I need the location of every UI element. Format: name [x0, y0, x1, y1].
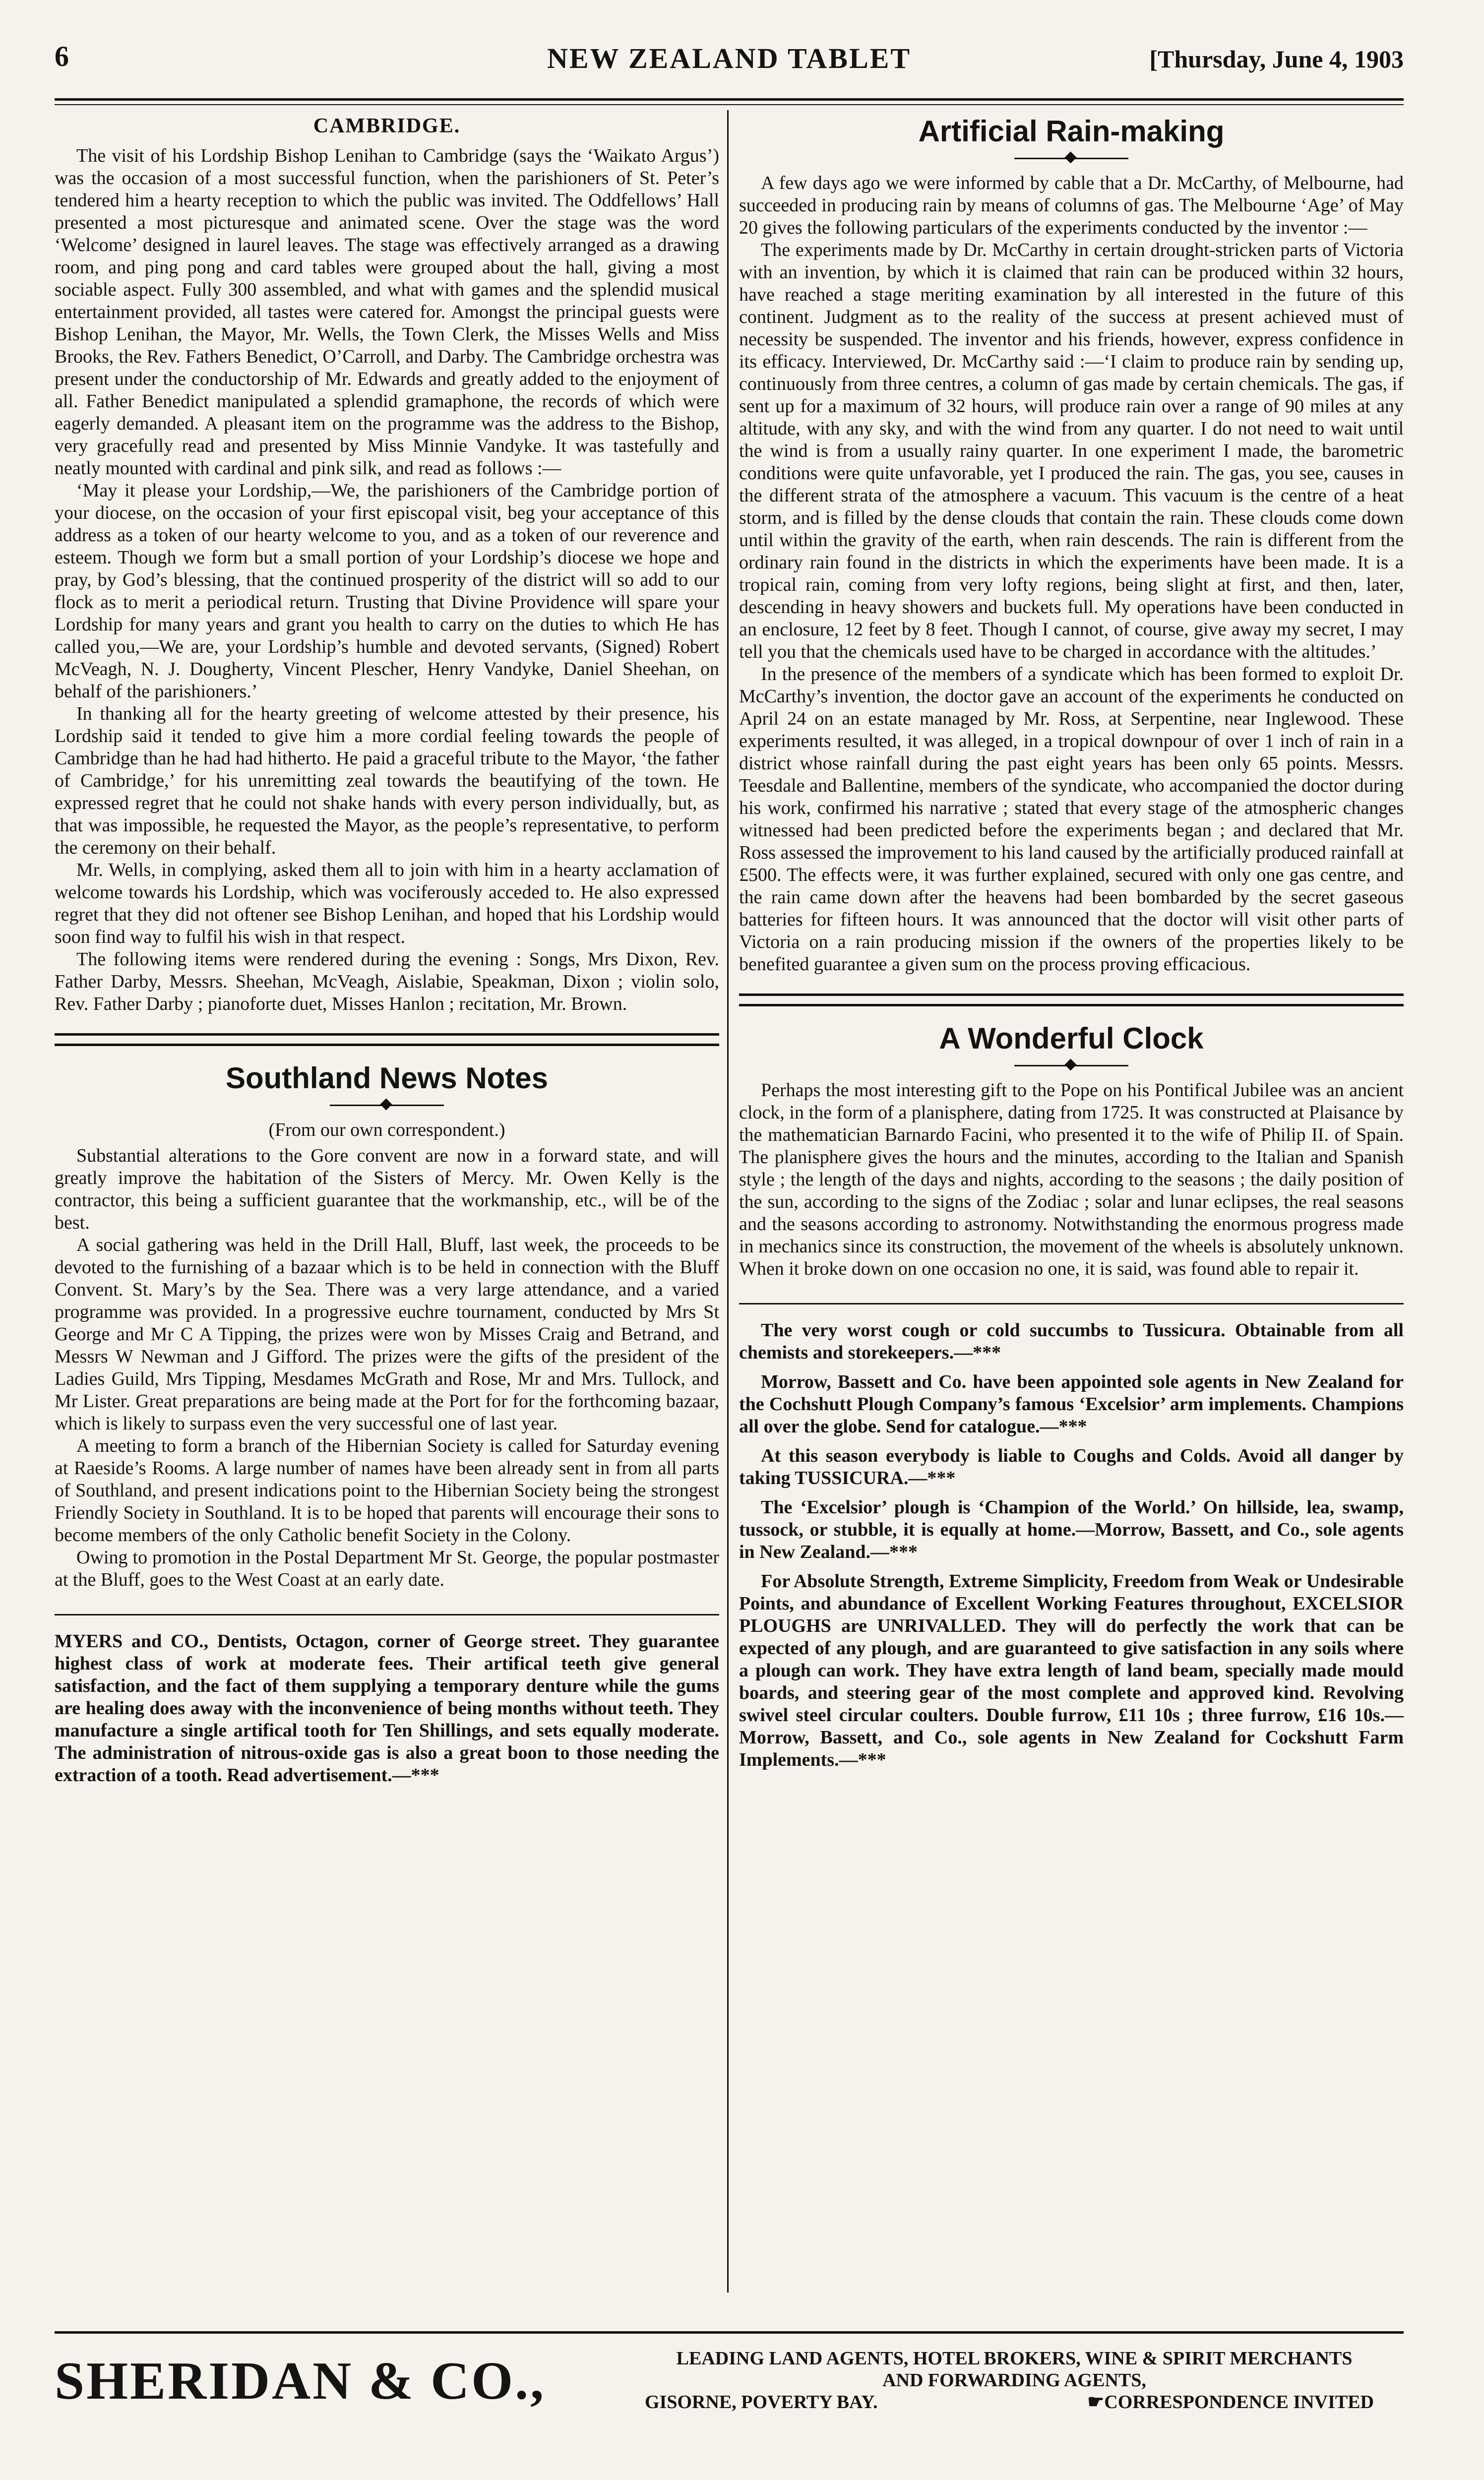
firm-name: SHERIDAN & CO.,	[55, 2352, 546, 2411]
article-title: Artificial Rain-making	[918, 115, 1225, 148]
paragraph: The visit of his Lordship Bishop Lenihan to Cambridge (says the ‘Waikato Argus’) was the occasion of a most successful function, when the parishioners of St. Peter’s tendered him a hearty reception to which the public was invited. The Oddfellows’ Hall presented a most picturesque and animated scene. Over the stage was the word ‘Welcome’ designed in laurel leaves. The stage was effectively arranged as a drawing room, and ping pong and card tables were grouped about the hall, giving a most sociable aspect. Fully 300 assembled, and what with games and the splendid musical entertainment provided, all tastes were catered for. Amongst the principal guests were Bishop Lenihan, the Mayor, Mr. Wells, the Town Clerk, the Misses Wells and Miss Brooks, the Rev. Fathers Benedict, O’Carroll, and Darby. The Cambridge orchestra was present under the conductorship of Mr. Edwards and greatly added to the enjoyment of all. Father Benedict manipulated a splendid gramaphone, the records of which were eagerly demanded. A pleasant item on the programme was the address to the Bishop, very gracefully read and presented by Miss Minnie Vandyke. It was tastefully and neatly mounted with cardinal and pink silk, and read as follows :—	[55, 145, 719, 479]
article-title: A Wonderful Clock	[939, 1022, 1204, 1055]
advertisement-text: The very worst cough or cold succumbs to Tussicura. Obtainable from all chemists and storekeepers.—***	[739, 1320, 1404, 1363]
paragraph: A social gathering was held in the Drill Hall, Bluff, last week, the proceeds to be devoted to the furnishing of a bazaar which is to be held in connection with the Bluff Convent. St. Mary’s by the Sea. There was a very large attendance, and a varied programme was provided. In a progressive euchre tournament, conducted by Mrs St George and Mr C A Tipping, the prizes were won by Misses Craig and Betrand, and Messrs W Newman and J Gifford. The prizes were the gifts of the president of the Ladies Guild, Mrs Tipping, Mesdames McGrath and Rose, Mr and Mrs. Tullock, and Mr Lister. Great preparations are being made at the Port for for the forthcoming bazaar, which is likely to surpass even the very successful one of last year.	[55, 1235, 719, 1434]
paragraph: ‘May it please your Lordship,—We, the parishioners of the Cambridge portion of your diocese, on the occasion of your first episcopal visit, beg your acceptance of this address as a token of our hearty welcome to you, and as a token of our reverence and esteem. Though we form but a small portion of your Lordship’s diocese we hope and pray, by God’s blessing, that the continued prosperity of the district will so add to our flock as to merit a periodical return. Trusting that Divine Providence will spare your Lordship for many years and grant you health to carry on the duties to which He has called you,—We are, your Lordship’s humble and devoted servants, (Signed) Robert McVeagh, N. J. Dougherty, Vincent Plescher, Henry Vandyke, Daniel Sheehan, on behalf of the parishioners.’	[55, 480, 719, 702]
rain-article	[739, 114, 1404, 976]
page-header	[55, 40, 1404, 94]
ornament-dash	[1014, 152, 1128, 164]
byline: (From our own correspondent.)	[268, 1119, 505, 1140]
section-divider	[55, 1033, 719, 1046]
myers-advertisement	[55, 1630, 719, 1787]
paragraph: In the presence of the members of a syndicate which has been formed to exploit Dr. McCarthy’s invention, the doctor gave an account of the experiments he conducted on April 24 on an estate managed by Mr. Ross, at Serpentine, near Inglewood. These experiments resulted, it was alleged, in a tropical downpour of over 1 inch of rain in a district whose rainfall during the past eight years has been only 65 points. Messrs. Teesdale and Ballentine, members of the syndicate, who accompanied the doctor during his work, confirmed his narrative ; stated that every stage of the atmospheric changes witnessed had been predicted before the experiments began ; and declared that Mr. Ross assessed the improvement to his land caused by the artificially produced rainfall at £500. The effects were, it was further explained, secured with only one gas centre, and the rain came down after the heavens had been bombarded by the secret gaseous batteries for fifteen hours. It was announced that the doctor will visit other parts of Victoria on a rain producing mission if the owners of the properties likely to be benefited guarantee a given sum on the process proving efficacious.	[739, 664, 1404, 975]
firm-line: LEADING LAND AGENTS, HOTEL BROKERS, WINE & SPIRIT MERCHANTS	[676, 2348, 1353, 2369]
ornament-dash	[330, 1099, 444, 1111]
firm-line: AND FORWARDING AGENTS,	[882, 2370, 1146, 2391]
ornament-dash	[1014, 1059, 1128, 1071]
advertisement-text: The ‘Excelsior’ plough is ‘Champion of the World.’ On hillside, lea, swamp, tussock, or stubble, it is equally at home.—Morrow, Bassett, and Co., sole agents in New Zealand.—***	[739, 1497, 1404, 1562]
advertisement-text: For Absolute Strength, Extreme Simplicity, Freedom from Weak or Undesirable Points, and abundance of Excellent Working Features throughout, EXCELSIOR PLOUGHS are UNRIVALLED. They will do perfectly the work that can be expected of any plough, and are guaranteed to give satisfaction in any soils where a plough can work. They have extra length of land beam, specially made mould boards, and steering gear of the most complete and approved kind. Revolving swivel steel circular coulters. Double furrow, £11 10s ; three furrow, £16 10s.—Morrow, Bassett, and Co., sole agents in New Zealand for Cockshutt Farm Implements.—***	[739, 1571, 1404, 1770]
southland-article	[55, 1061, 719, 1591]
left-column	[55, 110, 719, 1787]
paragraph: Owing to promotion in the Postal Department Mr St. George, the popular postmaster at the Bluff, goes to the West Coast at an early date.	[55, 1547, 719, 1590]
paragraph: The following items were rendered during the evening : Songs, Mrs Dixon, Rev. Father Darby, Messrs. Sheehan, McVeagh, Aislabie, Speakman, Dixon ; violin solo, Rev. Father Darby ; pianoforte duet, Misses Hanlon ; recitation, Mr. Brown.	[55, 949, 719, 1014]
article-title: CAMBRIDGE.	[313, 115, 461, 137]
advertisement-text: Morrow, Bassett and Co. have been appointed sole agents in New Zealand for the Cochshutt Plough Company’s famous ‘Excelsior’ arm implements. Champions all over the globe. Send for catalogue.—***	[739, 1371, 1404, 1437]
firm-line-row	[625, 2391, 1404, 2413]
section-divider	[739, 1303, 1404, 1304]
issue-date: [Thursday, June 4, 1903	[1149, 45, 1404, 73]
advertisements	[739, 1319, 1404, 1771]
column-divider	[727, 110, 729, 2293]
paragraph: A meeting to form a branch of the Hibernian Society is called for Saturday evening at Raeside’s Rooms. A large number of names have been already sent in from all parts of Southland, and present indications point to the Hibernian Society being the strongest Friendly Society in Southland. It is to be hoped that parents will encourage their sons to become members of the only Catholic benefit Society in the Colony.	[55, 1435, 719, 1546]
right-column	[739, 110, 1404, 1778]
section-divider	[739, 993, 1404, 1006]
firm-location: GISORNE, POVERTY BAY.	[645, 2392, 878, 2413]
section-divider	[55, 1614, 719, 1615]
paragraph: The experiments made by Dr. McCarthy in certain drought-stricken parts of Victoria with an invention, by which it is claimed that rain can be produced within 32 hours, have reached a stage meriting examination by all interested in the future of this continent. Judgment as to the reality of the success at present achieved must of necessity be suspended. The inventor and his friends, however, express confidence in its efficacy. Interviewed, Dr. McCarthy said :—‘I claim to produce rain by sending up, continuously from three centres, a column of gas made by certain chemicals. The gas, if sent up for a maximum of 32 hours, will produce rain over a range of 90 miles at any altitude, with any sky, and with the wind from any quarter. I do not need to wait until the wind is from a usually rainy quarter. In one experiment I made, the barometric conditions were quite unfavorable, yet I produced the rain. The gas, you see, causes in the different strata of the atmosphere a vacuum. This vacuum is the centre of a heat storm, and is filled by the dense clouds that contain the rain. These clouds come down until within the gravity of the earth, when rain descends. The rain is different from the ordinary rain found in the districts in which the experiments have been made. It is a tropical rain, coming from very lofty regions, being slight at first, and then, later, descending in heavy showers and buckets full. My operations have been conducted in an enclosure, 12 feet by 8 feet. Though I cannot, of course, give away my secret, I may tell you that the chemicals used have to be charged in accordance with the altitudes.’	[739, 240, 1404, 662]
advertisement-text: At this season everybody is liable to Coughs and Colds. Avoid all danger by taking TUSSICURA.—***	[739, 1445, 1404, 1488]
firm-details	[625, 2348, 1404, 2413]
paragraph: Mr. Wells, in complying, asked them all to join with him in a hearty acclamation of welcome towards his Lordship, which was vociferously acceded to. He also expressed regret that they did not oftener see Bishop Lenihan, and hoped that his Lordship would soon find way to fulfil his wish in that respect.	[55, 860, 719, 947]
masthead: NEW ZEALAND TABLET	[547, 42, 912, 74]
header-rule	[55, 98, 1404, 105]
paragraph: A few days ago we were informed by cable that a Dr. McCarthy, of Melbourne, had succeeded in producing rain by means of columns of gas. The Melbourne ‘Age’ of May 20 gives the following particulars of the experiments conducted by the inventor :—	[739, 173, 1404, 238]
article-title: Southland News Notes	[225, 1061, 549, 1095]
advertisement-text: MYERS and CO., Dentists, Octagon, corner of George street. They guarantee highest class of work at moderate fees. Their artifical teeth give general satisfaction, and the fact of them supplying a temporary denture while the gums are healing does away with the inconvenience of being months without teeth. They manufacture a single artifical tooth for Ten Shillings, and sets equally moderate. The administration of nitrous-oxide gas is also a great boon to those needing the extraction of a tooth. Read advertisement.—***	[55, 1631, 719, 1786]
cambridge-article	[55, 114, 719, 1015]
footer-advertisement	[55, 2331, 1404, 2418]
paragraph: In thanking all for the hearty greeting of welcome attested by their presence, his Lordship said it tended to give him a more cordial feeling towards the people of Cambridge than he had had hitherto. He paid a graceful tribute to the Mayor, ‘the father of Cambridge,’ for his unremitting zeal towards the beautifying of the town. He expressed regret that he could not shake hands with every person individually, but, as that was impossible, he requested the Mayor, as the people’s representative, to perform the ceremony on their behalf.	[55, 703, 719, 858]
correspondence-note: ☛CORRESPONDENCE INVITED	[1087, 2392, 1374, 2413]
paragraph: Perhaps the most interesting gift to the Pope on his Pontifical Jubilee was an ancient clock, in the form of a planisphere, dating from 1725. It was constructed at Plaisance by the mathematician Barnardo Facini, who presented it to the wife of Philip II. of Spain. The planisphere gives the hours and the minutes, according to the Italian and Spanish style ; the length of the days and nights, according to the seasons ; the daily position of the sun, according to the signs of the Zodiac ; solar and lunar eclipses, the real seasons and the seasons according to astronomy. Notwithstanding the enormous progress made in mechanics since its construction, the movement of the wheels is absolutely unknown. When it broke down on one occasion no one, it is said, was found able to repair it.	[739, 1080, 1404, 1279]
clock-article	[739, 1021, 1404, 1280]
page-number: 6	[55, 40, 69, 72]
paragraph: Substantial alterations to the Gore convent are now in a forward state, and will greatly improve the habitation of the Sisters of Mercy. Mr. Owen Kelly is the contractor, this being a sufficient guarantee that the workmanship, etc., will be of the best.	[55, 1145, 719, 1233]
